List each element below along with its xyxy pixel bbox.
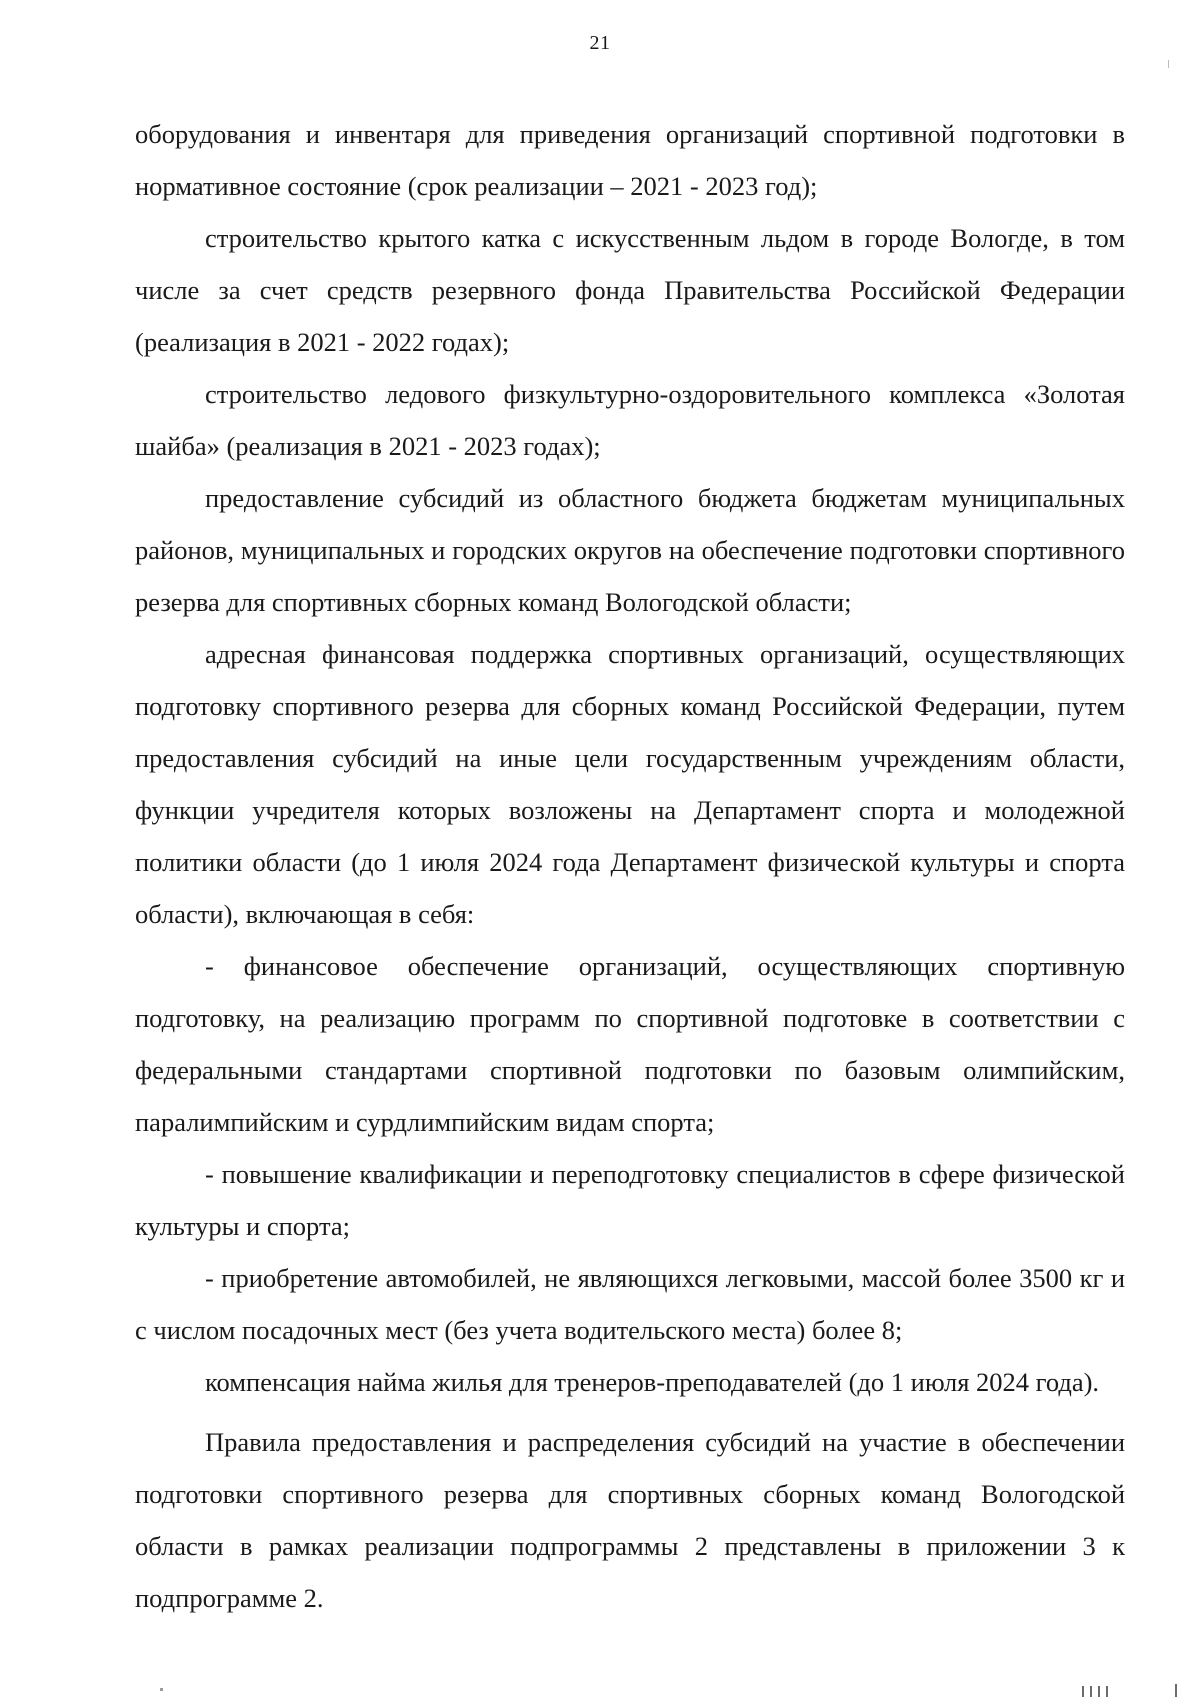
paragraph-golden-puck: строительство ледового физкультурно-оздоровительного комплекса «Золотая шайба» (реализация в 2021 - 2023 годах); <box>135 379 1125 461</box>
list-item-vehicles: - приобретение автомобилей, не являющихся легковыми, массой более 3500 кг и с числом посадочных мест (без учета водительского места) более 8; <box>135 1263 1125 1345</box>
scan-artifact <box>1090 1686 1092 1697</box>
paragraph-housing-compensation: компенсация найма жилья для тренеров-преподавателей (до 1 июля 2024 года). <box>205 1367 1100 1397</box>
scan-artifact <box>1082 1686 1084 1697</box>
document-body <box>135 108 1125 1624</box>
paragraph-subsidies-municipal: предоставление субсидий из областного бюджета бюджетам муниципальных районов, муниципальных и городских округов на обеспечение подготовки спортивного резерва для спортивных сборных команд Вологодской области; <box>135 483 1125 617</box>
page-number: 21 <box>589 32 611 54</box>
paragraph-continuation: оборудования и инвентаря для приведения организаций спортивной подготовки в нормативное состояние (срок реализации – 2021 - 2023 год); <box>135 119 1125 201</box>
paragraph-ice-rink: строительство крытого катка с искусственным льдом в городе Вологде, в том числе за счет средств резервного фонда Правительства Российской Федерации (реализация в 2021 - 2022 годах); <box>135 223 1125 357</box>
list-item-qualification: - повышение квалификации и переподготовку специалистов в сфере физической культуры и спорта; <box>135 1159 1125 1241</box>
list-item-financial-support: - финансовое обеспечение организаций, осуществляющих спортивную подготовку, на реализацию программ по спортивной подготовке в соответствии с федеральными стандартами спортивной подготовки по базовым олимпийским, паралимпийским и сурдлимпийским видам спорта; <box>135 951 1125 1137</box>
scan-artifact <box>1175 1684 1177 1697</box>
scan-artifact <box>160 1688 163 1691</box>
paragraph-targeted-support: адресная финансовая поддержка спортивных организаций, осуществляющих подготовку спортивного резерва для сборных команд Российской Федерации, путем предоставления субсидий на иные цели государственным учреждениям области, функции учредителя которых возложены на Департамент спорта и молодежной политики области (до 1 июля 2024 года Департамент физической культуры и спорта области), включающая в себя: <box>135 639 1125 929</box>
scan-artifact <box>1168 60 1169 68</box>
scan-artifact <box>1098 1686 1100 1697</box>
scan-artifact <box>1106 1686 1108 1697</box>
paragraph-rules: Правила предоставления и распределения субсидий на участие в обеспечении подготовки спортивного резерва для спортивных сборных команд Вологодской области в рамках реализации подпрограммы 2 представлены в приложении 3 к подпрограмме 2. <box>135 1427 1125 1613</box>
